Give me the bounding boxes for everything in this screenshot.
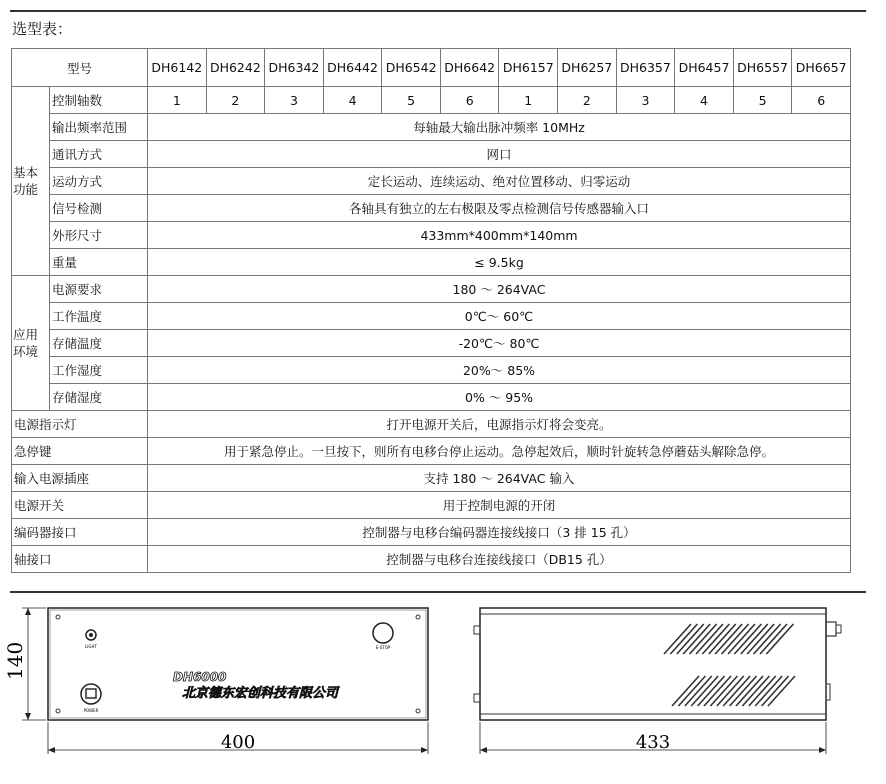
row-value: 0℃～ 60℃ [148, 303, 851, 330]
axes-cell: 5 [733, 87, 792, 114]
model-label: 型号 [12, 49, 148, 87]
row-label: 急停键 [12, 438, 148, 465]
row-value: 用于紧急停止。一旦按下，则所有电移台停止运动。急停起效后，顺时针旋转急停蘑菇头解除急停。 [148, 438, 851, 465]
row-value: 定长运动、连续运动、绝对位置移动、归零运动 [148, 168, 851, 195]
row-label: 电源开关 [12, 492, 148, 519]
dim-width-front-label: 400 [220, 732, 256, 753]
row-label: 控制轴数 [50, 87, 148, 114]
row-value: 433mm*400mm*140mm [148, 222, 851, 249]
row-value: 打开电源开关后，电源指示灯将会变亮。 [148, 411, 851, 438]
front-company-text: 北京德东宏创科技有限公司 [182, 686, 339, 701]
model-cell: DH6357 [616, 49, 675, 87]
vent-slots [664, 624, 795, 706]
row-value: 支持 180 ～ 264VAC 输入 [148, 465, 851, 492]
model-cell: DH6457 [675, 49, 734, 87]
row-value: 控制器与电移台连接线接口（DB15 孔） [148, 546, 851, 573]
row-label: 运动方式 [50, 168, 148, 195]
axes-cell: 4 [675, 87, 734, 114]
row-value: 控制器与电移台编码器连接线接口（3 排 15 孔） [148, 519, 851, 546]
e-stop-icon [373, 623, 393, 643]
row-value: 各轴具有独立的左右极限及零点检测信号传感器输入口 [148, 195, 851, 222]
row-label: 信号检测 [50, 195, 148, 222]
power-light-icon [86, 630, 96, 640]
model-cell: DH6142 [148, 49, 207, 87]
dim-width-side-label: 433 [635, 732, 671, 753]
axes-cell: 1 [148, 87, 207, 114]
model-cell: DH6342 [265, 49, 324, 87]
axes-cell: 5 [382, 87, 441, 114]
front-view [3, 608, 428, 754]
group-basic-functions: 基本功能 [12, 87, 50, 276]
row-label: 输入电源插座 [12, 465, 148, 492]
axes-cell: 2 [558, 87, 617, 114]
model-cell: DH6542 [382, 49, 441, 87]
axes-cell: 2 [206, 87, 265, 114]
axes-cell: 6 [792, 87, 851, 114]
axes-cell: 4 [323, 87, 382, 114]
axes-cell: 1 [499, 87, 558, 114]
power-label: POWER [83, 708, 99, 713]
axes-cell: 3 [616, 87, 675, 114]
axes-cell: 3 [265, 87, 324, 114]
row-value: 20%～ 85% [148, 357, 851, 384]
row-label: 通讯方式 [50, 141, 148, 168]
row-label: 电源要求 [50, 276, 148, 303]
row-value: 0% ～ 95% [148, 384, 851, 411]
row-label: 工作湿度 [50, 357, 148, 384]
row-value: 每轴最大输出脉冲频率 10MHz [148, 114, 851, 141]
row-label: 存储温度 [50, 330, 148, 357]
row-label: 存储湿度 [50, 384, 148, 411]
dim-height-label: 140 [3, 641, 27, 680]
model-cell: DH6242 [206, 49, 265, 87]
e-stop-label: E-STOP [375, 645, 391, 650]
group-application-environment: 应用环境 [12, 276, 50, 411]
axes-cell: 6 [440, 87, 499, 114]
side-view [474, 608, 841, 754]
row-label: 轴接口 [12, 546, 148, 573]
row-value: -20℃～ 80℃ [148, 330, 851, 357]
row-label: 输出频率范围 [50, 114, 148, 141]
row-value: ≤ 9.5kg [148, 249, 851, 276]
selection-table-heading: 选型表： [12, 20, 73, 38]
row-value: 用于控制电源的开闭 [148, 492, 851, 519]
model-cell: DH6442 [323, 49, 382, 87]
row-label: 外形尺寸 [50, 222, 148, 249]
row-value: 网口 [148, 141, 851, 168]
front-model-text: DH6000 [173, 670, 227, 684]
model-cell: DH6642 [440, 49, 499, 87]
model-cell: DH6257 [558, 49, 617, 87]
model-cell: DH6157 [499, 49, 558, 87]
row-label: 重量 [50, 249, 148, 276]
model-cell: DH6657 [792, 49, 851, 87]
model-cell: DH6557 [733, 49, 792, 87]
row-label: 电源指示灯 [12, 411, 148, 438]
row-label: 工作温度 [50, 303, 148, 330]
row-label: 编码器接口 [12, 519, 148, 546]
power-socket-icon [81, 684, 101, 704]
light-label: LIGHT [85, 644, 97, 649]
row-value: 180 ～ 264VAC [148, 276, 851, 303]
